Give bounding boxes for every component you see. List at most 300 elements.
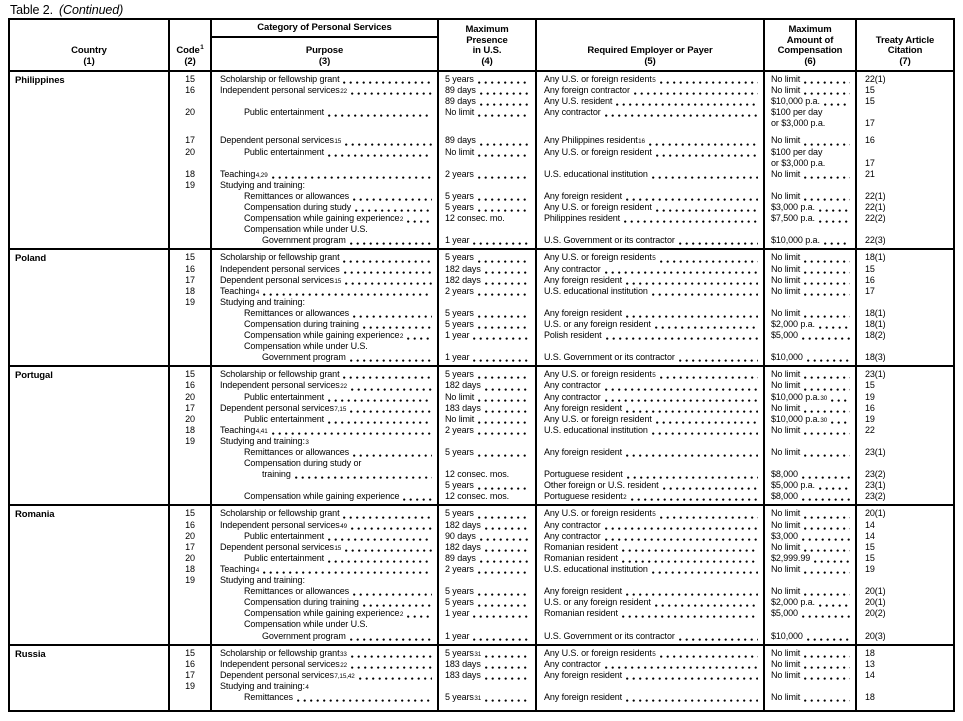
dot-leader [804,287,850,297]
code-cell [170,330,210,341]
purpose-cell [212,531,437,542]
dot-leader [804,660,850,670]
purpose-cell-text: Public entertainment [244,107,325,118]
purpose-cell-text: Government program [262,235,346,246]
presence-cell [439,631,535,642]
purpose-cell-text: Studying and training: [220,435,305,446]
country-column [10,72,168,248]
presence-cell-text: 5 years [445,307,474,318]
code-cell [170,458,210,469]
presence-cell [439,586,535,597]
compensation-cell [765,224,855,235]
dot-leader [328,393,432,403]
compensation-cell-text: $100 per day [771,107,823,118]
payer-cell-text: U.S. educational institution [544,168,648,179]
table-title-continued: (Continued) [58,3,124,17]
citation-cell: 14 [865,519,875,530]
compensation-cell [765,597,855,608]
dot-leader [478,565,530,575]
purpose-cell [212,631,437,642]
dot-leader [478,393,530,403]
dot-leader [351,521,432,531]
dot-leader [660,510,758,520]
purpose-cell-text: Independent personal services [220,380,340,391]
compensation-cell [765,202,855,213]
citation-cell [857,147,953,158]
purpose-cell-text: Government program [262,352,346,363]
presence-cell-text: 1 year [445,235,470,246]
code-cell [170,341,210,352]
presence-cell-text: 182 days [445,519,481,530]
dot-leader [804,382,850,392]
payer-cell [537,191,763,202]
code-cell: 19 [185,435,195,446]
payer-cell [537,224,763,235]
presence-cell-text: 5 years [445,202,474,213]
purpose-column [210,367,437,504]
presence-cell-text: No limit [445,107,475,118]
purpose-cell: Dependent personal services 15 [212,135,437,146]
purpose-cell [212,264,437,275]
purpose-cell-text: Remittances or allowances [244,447,350,457]
compensation-cell [765,491,855,502]
code-cell [170,352,210,363]
presence-cell-text: 2 years [445,424,474,435]
citation-cell: 14 [865,669,875,680]
compensation-cell-text: or $3,000 p.a. [771,118,826,129]
payer-cell [537,308,763,319]
country-column [10,646,168,710]
purpose-cell-text: Compensation while gaining experience [244,491,400,502]
presence-column [437,367,535,504]
compensation-cell [765,692,855,703]
compensation-cell-text: No limit [771,563,801,574]
compensation-cell-text: $8,000 [771,491,798,502]
compensation-cell [765,158,855,169]
payer-cell-text: Any contractor [544,263,601,274]
cite-column [855,72,953,248]
table-body [10,72,953,710]
payer-cell-text: Any contractor [544,519,601,530]
payer-cell [537,392,763,403]
payer-cell: Any U.S. or foreign resident 5 [537,252,763,263]
dot-leader [473,331,530,341]
presence-column [437,506,535,643]
payer-cell [537,286,763,297]
citation-cell: 22(1) [865,202,886,213]
presence-cell [439,213,535,224]
dot-leader [478,254,530,264]
presence-cell [439,458,535,469]
code-cell: 17 [185,274,195,285]
dot-leader [831,393,850,403]
payer-cell [537,235,763,246]
compensation-cell-text: No limit [771,274,801,285]
compensation-cell-text: No limit [771,658,801,669]
treaty-table [8,18,955,712]
dot-leader [626,309,758,319]
compensation-cell-text: No limit [771,74,801,84]
payer-cell [537,531,763,542]
payer-cell [537,414,763,425]
purpose-cell-text: Dependent personal services [220,135,334,146]
dot-leader [345,543,432,553]
compensation-cell [765,169,855,180]
compensation-cell [765,469,855,480]
dot-leader [605,108,758,118]
payer-cell-text: U.S. Government or its contractor [544,352,675,363]
dot-leader [627,470,758,480]
purpose-cell: Independent personal services 49 [212,520,437,531]
purpose-cell-text: Compensation while under U.S. [244,619,368,630]
dot-leader [605,393,758,403]
purpose-cell-text: Teaching [220,563,256,574]
compensation-cell [765,96,855,107]
compensation-cell-text: No limit [771,369,801,380]
presence-cell [439,380,535,391]
presence-cell [439,436,535,447]
payer-cell [537,659,763,670]
dot-leader [605,532,758,542]
compensation-cell [765,308,855,319]
dot-leader [804,309,850,319]
purpose-cell-text: Scholarship or fellowship grant [220,252,340,263]
citation-cell: 19 [865,413,875,424]
payer-cell-text: Any U.S. or foreign resident [544,508,652,519]
presence-cell [439,480,535,491]
presence-cell-text: 89 days [445,552,476,563]
dot-leader [626,276,758,286]
compensation-cell-text: $2,000 p.a. [771,597,815,608]
dot-leader [272,426,432,436]
cite-column [855,367,953,504]
payer-cell-text: U.S. or any foreign resident [544,597,651,608]
code-cell: 16 [185,519,195,530]
payer-cell-text: Any U.S. or foreign resident [544,647,652,658]
citation-cell: 15 [865,541,875,552]
compensation-cell-text: $5,000 [771,330,798,341]
presence-cell-text: No limit [445,146,475,157]
code-cell: 20 [185,530,195,541]
presence-cell-text: 89 days [445,85,476,96]
dot-leader [802,532,850,542]
purpose-cell-text: Studying and training: [220,575,305,586]
footnote-ref: 1 [200,43,204,51]
payer-cell-text: Any foreign contractor [544,85,630,96]
dot-leader [660,649,758,659]
compensation-cell [765,564,855,575]
citation-cell [857,224,953,235]
dot-leader [605,382,758,392]
payer-cell-text: Any foreign resident [544,447,623,457]
presence-cell [439,575,535,586]
dot-leader [328,148,432,158]
purpose-cell [212,235,437,246]
code-column [168,72,210,248]
code-cell: 15 [185,647,195,658]
dot-leader [802,331,850,341]
dot-leader [485,543,530,553]
presence-cell [439,107,535,118]
country-section [10,504,953,643]
dot-leader [622,609,758,619]
presence-column [437,72,535,248]
payer-cell-text: Philippines resident [544,213,621,224]
dot-leader [804,587,850,597]
presence-cell-text: 183 days [445,658,481,669]
dot-leader [804,543,850,553]
citation-cell: 21 [865,168,875,179]
payer-cell [537,631,763,642]
dot-leader [802,609,850,619]
dot-leader [804,565,850,575]
payer-cell: Any Philippines resident 16 [537,135,763,146]
citation-cell: 15 [865,85,875,96]
payer-cell [537,619,763,630]
compensation-cell-text: $8,000 [771,469,798,480]
compensation-cell [765,436,855,447]
payer-cell [537,213,763,224]
compensation-cell-text: No limit [771,285,801,296]
dot-leader [679,632,758,642]
code-cell: 19 [185,575,195,586]
citation-cell: 15 [865,96,875,107]
dot-leader [804,649,850,659]
presence-column [437,250,535,365]
compensation-cell-text: $3,000 [771,530,798,541]
presence-cell [439,542,535,553]
payer-cell [537,158,763,169]
dot-leader [263,287,432,297]
presence-cell-text: 12 consec. mo. [445,213,505,224]
presence-cell [439,597,535,608]
compensation-cell [765,85,855,96]
purpose-cell [212,491,437,502]
purpose-cell-text: Compensation while under U.S. [244,224,368,235]
purpose-cell-text: Studying and training: [220,296,305,307]
presence-cell [439,135,535,146]
purpose-cell [212,147,437,158]
compensation-cell [765,670,855,681]
table-title [10,3,123,17]
purpose-cell: Teaching 4,29 [212,169,437,180]
dot-leader [622,554,758,564]
header-presence: Maximum Presence in U.S. (4) [437,20,535,70]
dot-leader [351,649,432,659]
payer-cell-text: Any contractor [544,107,601,118]
code-cell [170,692,210,703]
dot-leader [344,265,432,275]
dot-leader [350,404,432,414]
compensation-cell [765,286,855,297]
compensation-cell-text: No limit [771,691,801,702]
compensation-cell [765,180,855,191]
purpose-cell-text: Dependent personal services [220,274,334,285]
citation-cell: 23(1) [865,369,886,380]
dot-leader [626,192,758,202]
purpose-cell: Independent personal services 22 [212,659,437,670]
payer-cell-text: U.S. educational institution [544,285,648,296]
comp-column [763,250,855,365]
compensation-cell [765,403,855,414]
purpose-cell [212,692,437,703]
presence-cell-text: 5 years [445,318,474,329]
payer-cell: Any U.S. or foreign resident 5 [537,74,763,85]
purpose-cell-text: training [262,469,291,480]
purpose-cell-text: Teaching [220,424,256,435]
dot-leader [485,382,530,392]
payer-cell [537,202,763,213]
code-cell: 20 [185,413,195,424]
purpose-cell-text: Dependent personal services [220,402,334,413]
compensation-cell [765,425,855,436]
purpose-cell [212,319,437,330]
dot-leader [407,609,432,619]
payer-cell [537,553,763,564]
payer-cell-text: Romanian resident [544,541,618,552]
dot-leader [802,470,850,480]
payer-cell: Any U.S. or foreign resident 5 [537,369,763,380]
presence-cell-text: 5 years [445,480,474,491]
presence-cell [439,224,535,235]
payer-cell [537,670,763,681]
code-cell [170,491,210,502]
citation-cell: 22 [865,424,875,435]
dot-leader [473,236,530,246]
dot-leader [478,203,530,213]
dot-leader [804,137,850,147]
header-category-label: Category of Personal Services [212,20,437,38]
code-cell [170,308,210,319]
dot-leader [351,382,432,392]
presence-cell [439,352,535,363]
dot-leader [473,353,530,363]
country-section [10,644,953,710]
citation-cell [857,297,953,308]
dot-leader [652,170,758,180]
presence-cell [439,553,535,564]
purpose-cell [212,480,437,491]
purpose-cell-text: Scholarship or fellowship grant [220,508,340,519]
code-cell [170,597,210,608]
dot-leader [407,331,432,341]
purpose-cell: Studying and training: 3 [220,435,309,446]
header-code [168,20,210,70]
presence-cell-text: 182 days [445,274,481,285]
citation-cell: 18(3) [865,352,886,363]
purpose-cell-text: Independent personal services [220,658,340,669]
compensation-cell [765,352,855,363]
payer-column [535,367,763,504]
dot-leader [485,404,530,414]
dot-leader [473,609,530,619]
code-cell [170,191,210,202]
dot-leader [407,214,432,224]
code-cell [170,619,210,630]
compensation-cell [765,330,855,341]
purpose-cell-text: Studying and training: [220,680,305,691]
dot-leader [804,276,850,286]
payer-cell [537,96,763,107]
payer-cell [537,681,763,692]
payer-cell [537,469,763,480]
purpose-cell-text: Remittances or allowances [244,307,350,318]
code-cell: 18 [185,168,195,179]
dot-leader [478,170,530,180]
code-cell: 16 [185,658,195,669]
payer-column [535,506,763,643]
presence-cell-text: 5 years [445,691,474,702]
code-cell [170,224,210,235]
citation-cell [857,107,953,118]
code-cell: 20 [185,107,195,118]
header-citation: Treaty Article Citation (7) [855,20,953,70]
presence-cell-text: 1 year [445,630,470,641]
payer-cell [537,425,763,436]
purpose-cell-text: Remittances or allowances [244,586,350,597]
dot-leader [624,214,758,224]
dot-leader [652,565,758,575]
code-cell [170,447,210,458]
payer-cell-text: Any foreign resident [544,586,623,597]
dot-leader [804,521,850,531]
code-cell: 17 [185,541,195,552]
purpose-cell-text: Teaching [220,168,256,179]
presence-cell [439,619,535,630]
purpose-cell [212,118,437,129]
code-cell [170,235,210,246]
presence-cell [439,180,535,191]
purpose-cell [212,369,437,380]
dot-leader [819,481,850,491]
payer-cell-text: Any U.S. or foreign resident [544,413,652,424]
payer-cell-text: Any U.S. or foreign resident [544,369,652,380]
compensation-cell [765,458,855,469]
compensation-cell [765,520,855,531]
purpose-cell [212,107,437,118]
payer-cell [537,564,763,575]
country-column [10,506,168,643]
purpose-cell-text: Compensation while gaining experience [244,213,400,224]
compensation-cell-text: $2,000 p.a. [771,318,815,329]
citation-cell: 23(1) [865,447,886,457]
code-cell [170,202,210,213]
compensation-cell-text: $2,999.99 [771,552,811,563]
code-cell: 18 [185,563,195,574]
presence-cell-text: 5 years [445,647,474,658]
compensation-cell [765,553,855,564]
presence-cell-text: 2 years [445,168,474,179]
purpose-cell [212,341,437,352]
purpose-cell [212,586,437,597]
presence-cell [439,681,535,692]
payer-cell-text: Any foreign resident [544,691,623,702]
payer-cell-text: Any U.S. or foreign resident [544,252,652,263]
dot-leader [831,415,850,425]
purpose-cell: Scholarship or fellowship grant 33 [212,648,437,659]
dot-leader [679,236,758,246]
presence-cell [439,531,535,542]
presence-cell [439,85,535,96]
payer-cell-text: Any U.S. or foreign resident [544,146,652,157]
payer-cell [537,107,763,118]
code-cell [170,586,210,597]
compensation-cell-text: No limit [771,586,801,597]
citation-cell: 16 [865,402,875,413]
purpose-cell [212,469,437,480]
presence-cell [439,286,535,297]
compensation-cell [765,608,855,619]
